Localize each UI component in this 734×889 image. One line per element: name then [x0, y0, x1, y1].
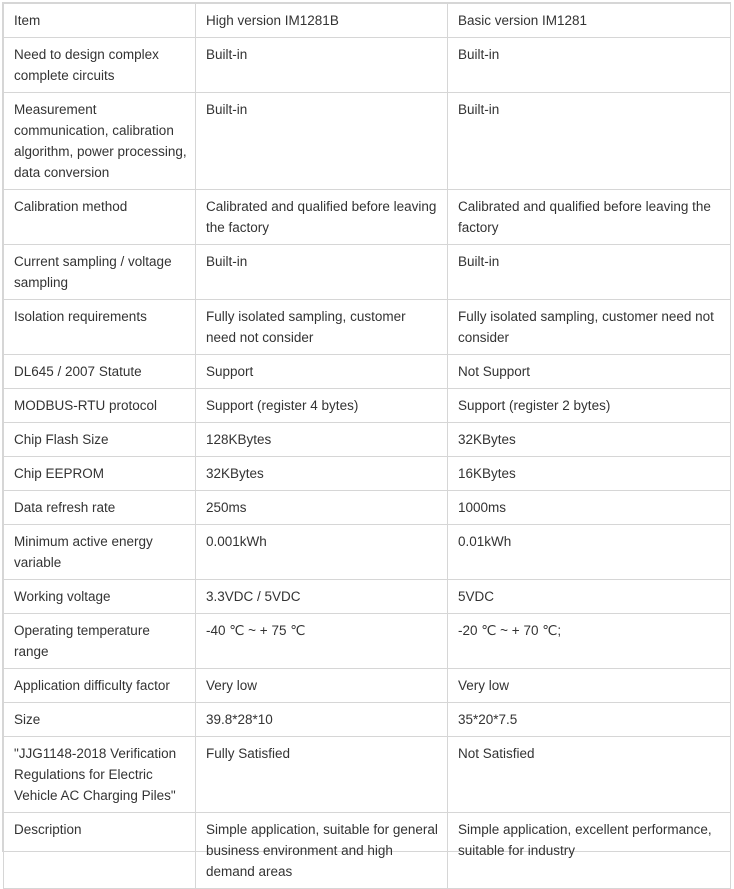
table-row [4, 300, 731, 355]
high-version-value: Built-in [196, 245, 448, 300]
basic-version-value: Very low [448, 669, 731, 703]
table-row [4, 38, 731, 93]
table-row [4, 813, 731, 889]
row-label: Measurement communication, calibration algorithm, power processing, data conversion [4, 93, 196, 190]
table-row [4, 93, 731, 190]
basic-version-value: Simple application, excellent performance, suitable for industry [448, 813, 731, 889]
basic-version-value: Built-in [448, 93, 731, 190]
basic-version-value: Fully isolated sampling, customer need not consider [448, 300, 731, 355]
basic-version-value: 35*20*7.5 [448, 703, 731, 737]
high-version-value: Built-in [196, 93, 448, 190]
table-row [4, 737, 731, 813]
basic-version-value: -20 ℃ ~ + 70 ℃; [448, 614, 731, 669]
table-row [4, 669, 731, 703]
high-version-value: -40 ℃ ~ + 75 ℃ [196, 614, 448, 669]
row-label: Current sampling / voltage sampling [4, 245, 196, 300]
high-version-value: Support (register 4 bytes) [196, 389, 448, 423]
basic-version-value: Built-in [448, 245, 731, 300]
table-row [4, 491, 731, 525]
row-label: Operating temperature range [4, 614, 196, 669]
basic-version-value: Not Satisfied [448, 737, 731, 813]
row-label: DL645 / 2007 Statute [4, 355, 196, 389]
row-label: Working voltage [4, 580, 196, 614]
high-version-value: Very low [196, 669, 448, 703]
table-row [4, 525, 731, 580]
row-label: Isolation requirements [4, 300, 196, 355]
basic-version-value: Not Support [448, 355, 731, 389]
comparison-table [3, 3, 731, 889]
high-version-value: Calibrated and qualified before leaving the factory [196, 190, 448, 245]
row-label: Chip EEPROM [4, 457, 196, 491]
table-header-row [4, 4, 731, 38]
basic-version-value: Built-in [448, 38, 731, 93]
table-row [4, 423, 731, 457]
high-version-value: Simple application, suitable for general business environment and high demand areas [196, 813, 448, 889]
high-version-value: 3.3VDC / 5VDC [196, 580, 448, 614]
high-version-value: Built-in [196, 38, 448, 93]
table-row [4, 703, 731, 737]
basic-version-value: Support (register 2 bytes) [448, 389, 731, 423]
row-label: Minimum active energy variable [4, 525, 196, 580]
table-row [4, 355, 731, 389]
row-label: Calibration method [4, 190, 196, 245]
table-row [4, 580, 731, 614]
row-label: Data refresh rate [4, 491, 196, 525]
high-version-value: Fully Satisfied [196, 737, 448, 813]
high-version-value: 128KBytes [196, 423, 448, 457]
table-row [4, 245, 731, 300]
row-label: Size [4, 703, 196, 737]
row-label: Chip Flash Size [4, 423, 196, 457]
row-label: "JJG1148-2018 Verification Regulations for Electric Vehicle AC Charging Piles" [4, 737, 196, 813]
high-version-value: 32KBytes [196, 457, 448, 491]
row-label: Application difficulty factor [4, 669, 196, 703]
header-cell-high-version: High version IM1281B [196, 4, 448, 38]
basic-version-value: 1000ms [448, 491, 731, 525]
table-row [4, 614, 731, 669]
comparison-table-container [2, 2, 731, 879]
row-label: Description [4, 813, 196, 889]
high-version-value: 0.001kWh [196, 525, 448, 580]
basic-version-value: 5VDC [448, 580, 731, 614]
table-row [4, 190, 731, 245]
basic-version-value: Calibrated and qualified before leaving the factory [448, 190, 731, 245]
table-row [4, 457, 731, 491]
table-row [4, 389, 731, 423]
high-version-value: 250ms [196, 491, 448, 525]
header-cell-basic-version: Basic version IM1281 [448, 4, 731, 38]
row-label: Need to design complex complete circuits [4, 38, 196, 93]
basic-version-value: 16KBytes [448, 457, 731, 491]
basic-version-value: 32KBytes [448, 423, 731, 457]
high-version-value: Support [196, 355, 448, 389]
high-version-value: Fully isolated sampling, customer need not consider [196, 300, 448, 355]
basic-version-value: 0.01kWh [448, 525, 731, 580]
row-label: MODBUS-RTU protocol [4, 389, 196, 423]
header-cell-item: Item [4, 4, 196, 38]
high-version-value: 39.8*28*10 [196, 703, 448, 737]
